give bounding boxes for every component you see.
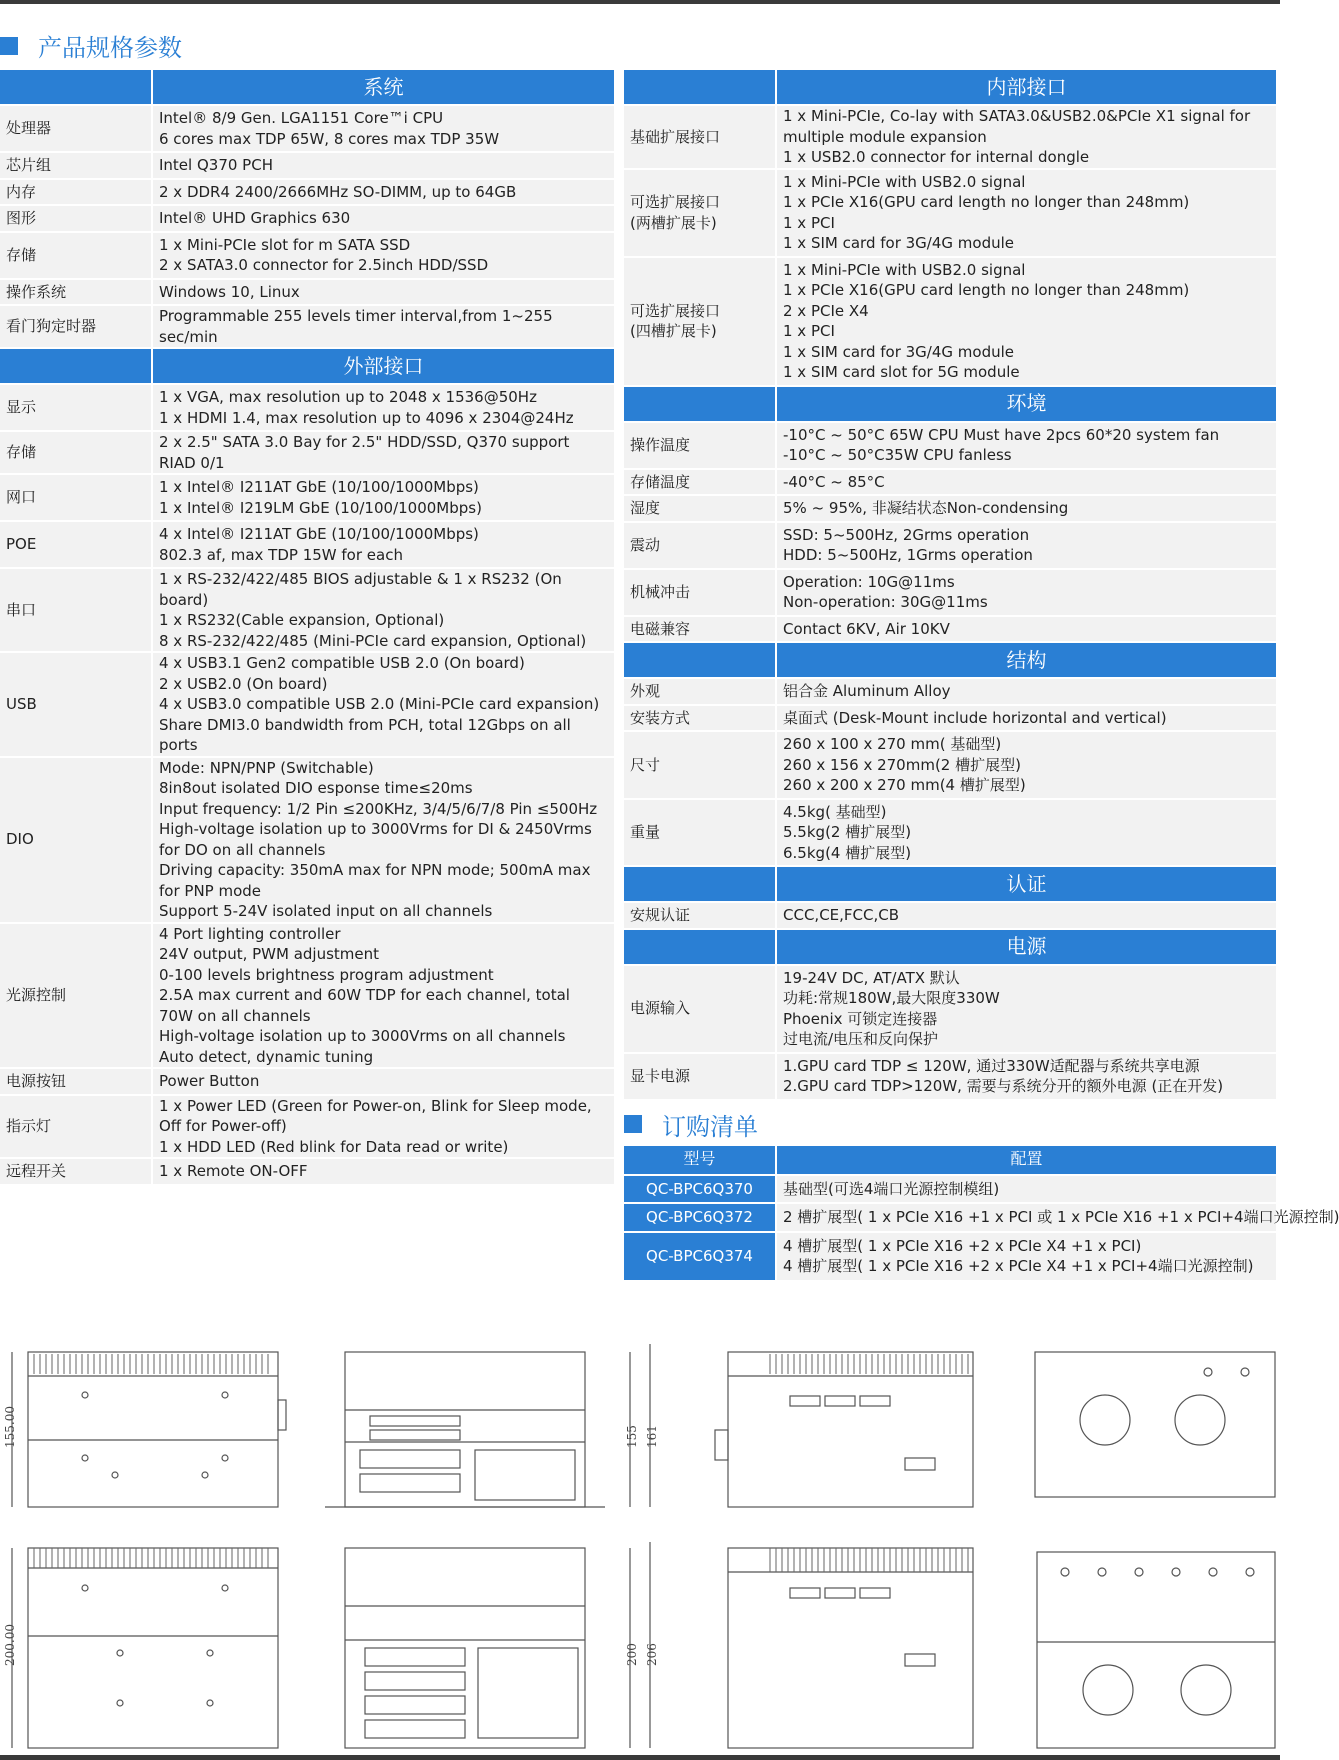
dim-label-155b: 155	[625, 1425, 639, 1448]
spec-value	[776, 257, 1276, 386]
spec-value-line: 1 x Mini-PCIe slot for m SATA SSD	[159, 235, 411, 254]
section-header-row	[0, 348, 614, 384]
spec-value	[776, 705, 1276, 732]
spec-value	[776, 616, 1276, 643]
spec-value-line: 2 x DDR4 2400/2666MHz SO-DIMM, up to 64GB	[159, 182, 517, 201]
spec-value-line: Input frequency: 1/2 Pin ≤200KHz, 3/4/5/6/7/8 Pin ≤500Hz	[159, 799, 598, 818]
spec-row	[624, 705, 1276, 732]
spec-row	[0, 152, 614, 179]
spec-label: 重量	[624, 799, 776, 867]
left-spec-table	[0, 70, 614, 1186]
spec-label: POE	[0, 521, 152, 568]
right-spec-table	[624, 70, 1276, 1101]
spec-row	[0, 923, 614, 1069]
order-config	[776, 1175, 1276, 1204]
order-row	[624, 1175, 1276, 1204]
spec-value-line: Programmable 255 levels timer interval,from 1~255 sec/min	[159, 307, 553, 346]
spec-value-line: -40°C ~ 85°C	[783, 472, 885, 491]
spec-row	[624, 616, 1276, 643]
spec-value-line: Windows 10, Linux	[159, 282, 300, 301]
drawing-side2-basic	[715, 1352, 973, 1507]
spec-value	[152, 1158, 614, 1185]
heatsink-fins	[770, 1548, 968, 1572]
spec-row	[0, 205, 614, 232]
spec-value-line: 1 x Power LED (Green for Power-on, Blink for Sleep mode, Off for Power-off)	[159, 1096, 592, 1135]
spec-value-line: 桌面式 (Desk-Mount include horizontal and vertical)	[783, 708, 1167, 727]
spec-value-line: Intel® UHD Graphics 630	[159, 209, 351, 227]
spec-value-line: Support 5-24V isolated input on all channels	[159, 902, 493, 920]
spec-value	[152, 431, 614, 474]
order-header-row	[624, 1146, 1276, 1175]
order-title	[624, 1107, 1276, 1142]
spec-value-line: 1 x PCI	[783, 322, 835, 340]
spec-row	[0, 1158, 614, 1185]
spec-value-line: -10°C ~ 50°C35W CPU fanless	[783, 446, 1012, 464]
spec-value-line: 1 x VGA, max resolution up to 2048 x 1536@50Hz	[159, 388, 537, 406]
spec-value-line: 1 x Intel® I219LM GbE (10/100/1000Mbps)	[159, 498, 482, 517]
spec-label: 基础扩展接口	[624, 105, 776, 169]
spec-value-line: Operation: 10G@11ms	[783, 572, 955, 591]
spec-value	[776, 569, 1276, 616]
drawing-side-basic	[12, 1352, 286, 1507]
spec-value	[776, 1053, 1276, 1100]
spec-value-line: 1.GPU card TDP ≤ 120W, 通过330W适配器与系统共享电源	[783, 1056, 1200, 1075]
spec-row	[624, 422, 1276, 469]
spec-value-line: 2 x USB2.0 (On board)	[159, 674, 328, 693]
spec-value-line: 1 x HDD LED (Red blink for Data read or write)	[159, 1137, 509, 1156]
spec-value	[776, 105, 1276, 169]
spec-value-line: 1 x HDMI 1.4, max resolution up to 4096 x 2304@24Hz	[159, 408, 574, 427]
spec-label: 内存	[0, 179, 152, 206]
order-config-line: 4 槽扩展型( 1 x PCIe X16 +2 x PCIe X4 +1 x PCI)	[783, 1236, 1142, 1255]
spec-value-line: 1 x PCI	[783, 213, 835, 232]
spec-value-line: 4 Port lighting controller	[159, 924, 341, 943]
spec-label: 处理器	[0, 105, 152, 152]
spec-label: 看门狗定时器	[0, 305, 152, 348]
spec-row	[624, 569, 1276, 616]
spec-row	[624, 902, 1276, 929]
spec-value-line: 1 x USB2.0 connector for internal dongle	[783, 148, 1090, 166]
drawing-side2-4slot	[728, 1548, 973, 1748]
spec-value-line: 铝合金 Aluminum Alloy	[783, 682, 951, 700]
top-border	[0, 0, 1280, 4]
section-header-row	[624, 70, 1276, 105]
spec-label: 湿度	[624, 495, 776, 522]
section-header-blank	[624, 70, 776, 105]
spec-value	[152, 152, 614, 179]
spec-value	[776, 799, 1276, 867]
spec-value-line: Auto detect, dynamic tuning	[159, 1047, 374, 1066]
spec-label: 安规认证	[624, 902, 776, 929]
spec-value-line: SSD: 5~500Hz, 2Grms operation	[783, 525, 1030, 544]
spec-value-line: 功耗:常规180W,最大限度330W	[783, 989, 1000, 1007]
spec-value-line: 1 x PCIe X16(GPU card length no longer than 248mm)	[783, 281, 1190, 299]
spec-value-line: 2.GPU card TDP>120W, 需要与系统分开的额外电源 (正在开发)	[783, 1077, 1224, 1095]
spec-value-line: Power Button	[159, 1072, 260, 1090]
order-model: QC-BPC6Q374	[624, 1232, 776, 1281]
spec-label: 存储	[0, 431, 152, 474]
spec-value	[776, 902, 1276, 929]
spec-value-line: 802.3 af, max TDP 15W for each	[159, 545, 403, 564]
spec-label: 操作系统	[0, 279, 152, 306]
spec-value	[152, 205, 614, 232]
spec-value-line: 2 x PCIe X4	[783, 301, 869, 320]
spec-row	[624, 678, 1276, 705]
spec-value	[776, 469, 1276, 496]
spec-label: 远程开关	[0, 1158, 152, 1185]
section-header-row	[624, 642, 1276, 678]
section-header: 外部接口	[152, 348, 614, 384]
spec-value	[152, 1068, 614, 1095]
section-header-row	[624, 866, 1276, 902]
spec-label: 网口	[0, 474, 152, 521]
spec-value-line: 2 x 2.5" SATA 3.0 Bay for 2.5" HDD/SSD, Q370 support RIAD 0/1	[159, 433, 570, 472]
spec-label: 指示灯	[0, 1095, 152, 1159]
right-column	[624, 70, 1339, 1282]
spec-value-line: Intel® 8/9 Gen. LGA1151 Core™i CPU	[159, 109, 444, 127]
order-row	[624, 1232, 1276, 1281]
spec-value-line: 4.5kg( 基础型)	[783, 802, 887, 821]
spec-value-line: 1 x SIM card slot for 5G module	[783, 363, 1020, 381]
spec-label: 外观	[624, 678, 776, 705]
technical-drawings	[0, 1330, 1280, 1750]
spec-value	[776, 678, 1276, 705]
section-header-row	[624, 929, 1276, 965]
spec-value-line: Intel Q370 PCH	[159, 156, 273, 174]
spec-value-line: 6 cores max TDP 65W, 8 cores max TDP 35W	[159, 129, 500, 148]
heatsink-fins	[770, 1354, 968, 1374]
spec-value-line: 5.5kg(2 槽扩展型)	[783, 823, 912, 841]
spec-label: 显示	[0, 384, 152, 431]
spec-value-line: 6.5kg(4 槽扩展型)	[783, 843, 912, 862]
spec-row	[624, 257, 1276, 386]
spec-title	[0, 28, 182, 63]
spec-row	[0, 474, 614, 521]
heatsink-fins	[34, 1354, 268, 1374]
spec-row	[0, 1095, 614, 1159]
spec-row	[0, 1068, 614, 1095]
drawing-front-4slot	[345, 1542, 650, 1748]
spec-value-line: 1 x RS232(Cable expansion, Optional)	[159, 611, 445, 629]
spec-label: 安装方式	[624, 705, 776, 732]
spec-value	[152, 232, 614, 279]
order-config	[776, 1203, 1339, 1232]
spec-value	[776, 522, 1276, 569]
spec-label: 可选扩展接口 (两槽扩展卡)	[624, 169, 776, 257]
spec-value-line: -10°C ~ 50°C 65W CPU Must have 2pcs 60*20 system fan	[783, 425, 1220, 444]
spec-label: 显卡电源	[624, 1053, 776, 1100]
spec-value-line: 260 x 100 x 270 mm( 基础型)	[783, 735, 1002, 753]
section-header-blank	[624, 866, 776, 902]
spec-title-text: 产品规格参数	[38, 34, 182, 62]
spec-row	[624, 169, 1276, 257]
spec-value-line: 8in8out isolated DIO esponse time≤20ms	[159, 779, 473, 797]
spec-value-line: 19-24V DC, AT/ATX 默认	[783, 968, 960, 987]
spec-value-line: Share DMI3.0 bandwidth from PCH, total 12Gbps on all ports	[159, 715, 571, 754]
spec-label: 机械冲击	[624, 569, 776, 616]
drawing-front-basic	[325, 1344, 650, 1507]
spec-row	[0, 232, 614, 279]
spec-value-line: 1 x PCIe X16(GPU card length no longer than 248mm)	[783, 193, 1190, 211]
spec-label: 图形	[0, 205, 152, 232]
spec-value-line: 1 x Mini-PCIe with USB2.0 signal	[783, 172, 1026, 191]
spec-label: 震动	[624, 522, 776, 569]
spec-value-line: High-voltage isolation up to 3000Vrms for DI & 2450Vrms for DO on all channels	[159, 820, 592, 859]
spec-value-line: Contact 6KV, Air 10KV	[783, 619, 950, 638]
spec-value-line: Non-operation: 30G@11ms	[783, 593, 988, 611]
spec-label: 尺寸	[624, 731, 776, 799]
spec-row	[624, 105, 1276, 169]
section-header-blank	[624, 642, 776, 678]
spec-row	[0, 568, 614, 652]
order-col-model: 型号	[624, 1146, 776, 1175]
spec-value-line: Phoenix 可锁定连接器	[783, 1009, 938, 1028]
spec-row	[0, 757, 614, 923]
section-header-blank	[624, 386, 776, 422]
spec-value-line: 1 x RS-232/422/485 BIOS adjustable & 1 x RS232 (On board)	[159, 570, 562, 609]
spec-value	[152, 384, 614, 431]
section-header-blank	[0, 348, 152, 384]
spec-value	[152, 1095, 614, 1159]
section-header: 结构	[776, 642, 1276, 678]
spec-value-line: 1 x Mini-PCIe with USB2.0 signal	[783, 260, 1026, 279]
order-config-line: 2 槽扩展型( 1 x PCIe X16 +1 x PCI 或 1 x PCIe X16 +1 x PCI+4端口光源控制)	[783, 1208, 1339, 1226]
dim-label-200b: 200	[625, 1643, 639, 1666]
spec-value	[152, 568, 614, 652]
spec-value-line: 2 x SATA3.0 connector for 2.5inch HDD/SSD	[159, 256, 489, 274]
spec-label: 可选扩展接口 (四槽扩展卡)	[624, 257, 776, 386]
spec-value	[152, 105, 614, 152]
spec-value-line: 2.5A max current and 60W TDP for each channel, total 70W on all channels	[159, 986, 570, 1025]
title-square-icon	[0, 37, 18, 55]
order-config-line: 基础型(可选4端口光源控制模组)	[783, 1179, 1000, 1198]
spec-value-line: 1 x SIM card for 3G/4G module	[783, 342, 1015, 361]
spec-label: 光源控制	[0, 923, 152, 1069]
spec-value-line: 1 x Intel® I211AT GbE (10/100/1000Mbps)	[159, 478, 479, 496]
spec-value-line: 过电流/电压和反向保护	[783, 1030, 939, 1048]
spec-value-line: 24V output, PWM adjustment	[159, 945, 380, 963]
spec-label: 芯片组	[0, 152, 152, 179]
spec-row	[0, 105, 614, 152]
spec-value	[152, 923, 614, 1069]
spec-value-line: 5% ~ 95%, 非凝结状态Non-condensing	[783, 499, 1069, 517]
section-header-row	[624, 386, 1276, 422]
spec-label: 电源按钮	[0, 1068, 152, 1095]
section-header: 环境	[776, 386, 1276, 422]
section-header: 系统	[152, 70, 614, 105]
spec-value	[152, 652, 614, 757]
order-config-line: 4 槽扩展型( 1 x PCIe X16 +2 x PCIe X4 +1 x PCI+4端口光源控制)	[783, 1257, 1254, 1275]
spec-value-line: CCC,CE,FCC,CB	[783, 906, 900, 924]
order-square-icon	[624, 1115, 642, 1133]
spec-value-line: 260 x 200 x 270 mm(4 槽扩展型)	[783, 776, 1026, 794]
spec-value	[152, 179, 614, 206]
spec-row	[0, 179, 614, 206]
section-header-blank	[624, 929, 776, 965]
drawing-rear-4slot	[1037, 1552, 1275, 1748]
dim-label-200: 200.00	[3, 1624, 17, 1666]
spec-value-line: 4 x Intel® I211AT GbE (10/100/1000Mbps)	[159, 525, 479, 543]
dim-label-206: 206	[645, 1643, 659, 1666]
spec-row	[0, 652, 614, 757]
spec-row	[0, 384, 614, 431]
spec-label: 电源输入	[624, 965, 776, 1053]
spec-row	[624, 965, 1276, 1053]
spec-value	[776, 169, 1276, 257]
section-header: 内部接口	[776, 70, 1276, 105]
order-col-config: 配置	[776, 1146, 1276, 1175]
spec-value	[152, 305, 614, 348]
spec-value-line: 0-100 levels brightness program adjustment	[159, 965, 494, 984]
spec-label: DIO	[0, 757, 152, 923]
spec-value-line: 4 x USB3.1 Gen2 compatible USB 2.0 (On board)	[159, 654, 525, 672]
spec-value	[776, 422, 1276, 469]
spec-value-line: Mode: NPN/PNP (Switchable)	[159, 758, 374, 777]
spec-row	[0, 279, 614, 306]
heatsink-fins	[34, 1548, 268, 1568]
spec-value-line: 1 x Remote ON-OFF	[159, 1162, 308, 1180]
spec-value	[776, 965, 1276, 1053]
bottom-border	[0, 1755, 1280, 1760]
order-config	[776, 1232, 1276, 1281]
spec-value	[776, 731, 1276, 799]
spec-row	[624, 522, 1276, 569]
drawing-side-4slot	[12, 1548, 278, 1748]
spec-label: 操作温度	[624, 422, 776, 469]
spec-label: USB	[0, 652, 152, 757]
left-column	[0, 70, 614, 1186]
spec-row	[0, 305, 614, 348]
section-header: 电源	[776, 929, 1276, 965]
dim-label-155: 155.00	[3, 1406, 17, 1448]
spec-value-line: 260 x 156 x 270mm(2 槽扩展型)	[783, 755, 1021, 774]
order-model: QC-BPC6Q370	[624, 1175, 776, 1204]
spec-row	[624, 469, 1276, 496]
section-header: 认证	[776, 866, 1276, 902]
spec-label: 存储	[0, 232, 152, 279]
order-model: QC-BPC6Q372	[624, 1203, 776, 1232]
spec-label: 串口	[0, 568, 152, 652]
spec-row	[624, 495, 1276, 522]
spec-label: 存储温度	[624, 469, 776, 496]
spec-label: 电磁兼容	[624, 616, 776, 643]
spec-row	[0, 521, 614, 568]
order-table	[624, 1146, 1339, 1282]
spec-value-line: Driving capacity: 350mA max for NPN mode; 500mA max for PNP mode	[159, 861, 591, 900]
spec-value-line: 4 x USB3.0 compatible USB 2.0 (Mini-PCIe card expansion)	[159, 695, 600, 713]
spec-row	[0, 431, 614, 474]
spec-value-line: 8 x RS-232/422/485 (Mini-PCIe card expansion, Optional)	[159, 631, 587, 650]
spec-row	[624, 799, 1276, 867]
spec-row	[624, 731, 1276, 799]
order-title-text: 订购清单	[662, 1112, 758, 1141]
spec-value	[152, 279, 614, 306]
drawing-rear-basic	[1035, 1352, 1275, 1497]
spec-value	[152, 521, 614, 568]
spec-value-line: HDD: 5~500Hz, 1Grms operation	[783, 546, 1033, 564]
spec-value	[152, 757, 614, 923]
spec-value	[776, 495, 1276, 522]
spec-value-line: 1 x SIM card for 3G/4G module	[783, 234, 1015, 252]
section-header-blank	[0, 70, 152, 105]
spec-value-line: 1 x Mini-PCIe, Co-lay with SATA3.0&USB2.0&PCIe X1 signal for multiple module expansion	[783, 107, 1251, 146]
order-row	[624, 1203, 1276, 1232]
spec-row	[624, 1053, 1276, 1100]
section-header-row	[0, 70, 614, 105]
spec-value	[152, 474, 614, 521]
dim-label-161: 161	[645, 1425, 659, 1448]
spec-value-line: High-voltage isolation up to 3000Vrms on all channels	[159, 1027, 566, 1045]
